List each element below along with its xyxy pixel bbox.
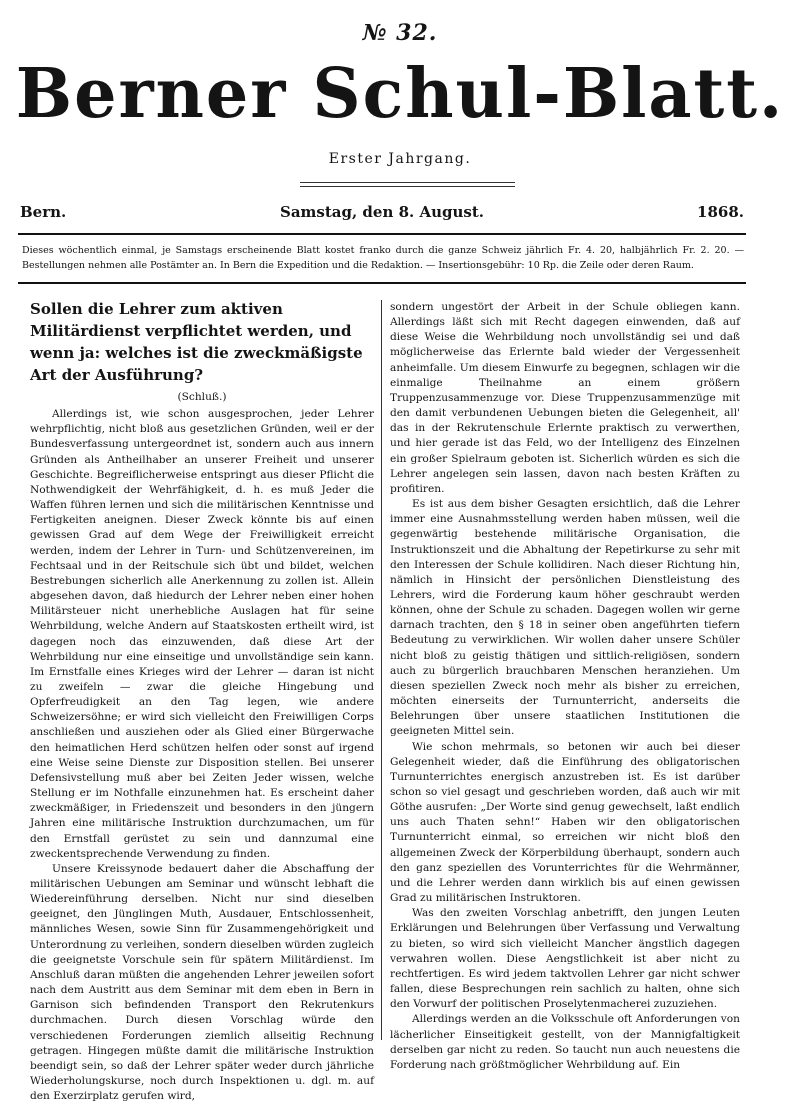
paragraph: Wie schon mehrmals, so betonen wir auch bei dieser Gelegenheit wieder, daß die Einführung des obligatorischen Turnunterrichtes energisch anzustreben ist. Es ist darüber schon so viel gesagt und geschrieben worden, daß auch wir mit Göthe ausrufen: „Der Worte sind genug gewechselt, laßt endlich uns auch Thaten sehn!“ Haben wir den obligatorischen Turnunterricht einmal, so erreichen wir nicht bloß den allgemeinen Zweck der Körperbildung überhaupt, sondern auch den ganz speziellen des Vorunterrichtes für die Wehrmänner, und die Lehrer werden dann wirklich bis auf einen gewissen Grad zu militärischen Instruktoren.: [390, 740, 740, 905]
newspaper-title: Berner Schul-Blatt.: [15, 54, 785, 134]
paragraph: Was den zweiten Vorschlag anbetrifft, den jungen Leuten Erklärungen und Belehrungen über Verfassung und Verwaltung zu bieten, so wird sich vielleicht Mancher ängstlich dagegen verwahren wollen. Diese Aengstlichkeit ist aber nicht zu rechtfertigen. Es wird jedem taktvollen Lehrer gar nicht schwer fallen, diese Besprechungen rein sachlich zu halten, ohne sich den Vorwurf der politischen Proselytenmacherei zuzuziehen.: [390, 907, 740, 1011]
column-divider: [381, 300, 382, 1040]
column-right: [390, 300, 740, 1071]
year-label: 1868.: [697, 203, 744, 221]
column-left: [30, 298, 374, 1103]
rule-top: [18, 233, 746, 235]
place-label: Bern.: [20, 203, 67, 221]
article-title: Sollen die Lehrer zum aktiven Militärdienst verpflichtet werden, und wenn ja: welches ist die zweckmäßigste Art der Ausführung?: [30, 300, 363, 384]
paragraph: sondern ungestört der Arbeit in der Schule obliegen kann. Allerdings läßt sich mit Recht dagegen einwenden, daß auf diese Weise die Wehrbildung noch unvollständig sei und daß möglicherweise das Erlernte bald wieder der Vergessenheit anheimfalle. Um diesem Einwurfe zu begegnen, schlagen wir die einmalige Theilnahme an einem größern Truppenzusammenzuge vor. Diese Truppenzusammenzüge mit den damit verbundenen Uebungen bieten die Gelegenheit, all' das in der Rekrutenschule Erlernte praktisch zu verwerthen, und hier gerade ist das Feld, wo der Intelligenz des Einzelnen ein großer Spielraum geboten ist. Sicherlich würden es sich die Lehrer angelegen sein lassen, davon nach besten Kräften zu profitiren.: [390, 301, 740, 495]
volume-line: Erster Jahrgang.: [328, 151, 472, 167]
article-subtitle: (Schluß.): [177, 391, 227, 403]
paragraph: Allerdings werden an die Volksschule oft Anforderungen von lächerlicher Einseitigkeit gestellt, von der Mannigfaltigkeit derselben gar nicht zu reden. So taucht nun auch neuestens die Forderung nach größtmöglicher Wehrbildung auf. Ein: [390, 1013, 740, 1071]
rule-bottom: [18, 282, 746, 284]
paragraph: Unsere Kreissynode bedauert daher die Abschaffung der militärischen Uebungen am Seminar und wünscht lebhaft die Wiedereinführung derselben. Nicht nur sind dieselben geeignet, den Jünglingen Muth, Ausdauer, Entschlossenheit, männliches Wesen, sowie Sinn für Zusammengehörigkeit und Unterordnung zu verleihen, sondern dieselben würden zugleich die geeignetste Vorschule sein für spätern Militärdienst. Im Anschluß daran müßten die angehenden Lehrer jeweilen sofort nach dem Austritt aus dem Seminar mit dem eben in Bern in Garnison sich befindenden Transport den Rekrutenkurs durchmachen. Durch diesen Vorschlag würde den verschiedenen Forderungen ziemlich allseitig Rechnung getragen. Hingegen müßte damit die militärische Instruktion beendigt sein, so daß der Lehrer später weder durch jährliche Wiederholungskurse, noch durch Inspektionen u. dgl. m. auf den Exerzirplatz gerufen wird,: [30, 862, 374, 1103]
paragraph: Es ist aus dem bisher Gesagten ersichtlich, daß die Lehrer immer eine Ausnahmsstellung werden haben müssen, weil die gegenwärtig bestehende militärische Organisation, die Instruktionszeit und die Abhaltung der Repetirkurse zu sehr mit den Interessen der Schule kollidiren. Nach dieser Richtung hin, nämlich in Hinsicht der persönlichen Dienstleistung des Lehrers, wird die Forderung kaum höher geschraubt werden können, ohne der Schule zu schaden. Dagegen wollen wir gerne darnach trachten, den § 18 in seiner oben angeführten tiefern Bedeutung zu verwirklichen. Wir wollen daher unsere Schüler nicht bloß zu geistig thätigen und sittlich-religiösen, sondern auch zu bürgerlich brauchbaren Menschen heranziehen. Um diesen speziellen Zweck noch mehr als bisher zu erreichen, möchten einerseits der Turnunterricht, anderseits die Belehrungen über unsere staatlichen Institutionen die geeigneten Mittel sein.: [390, 498, 740, 738]
subscription-notice: Dieses wöchentlich einmal, je Samstags erscheinende Blatt kostet franko durch die ganze Schweiz jährlich Fr. 4. 20, halbjährlich Fr. 2. 20. — Bestellungen nehmen alle Postämter an. In Bern die Expedition und die Redaktion. — Insertionsgebühr: 10 Rp. die Zeile oder deren Raum.: [22, 245, 744, 271]
paragraph: Allerdings ist, wie schon ausgesprochen, jeder Lehrer wehrpflichtig, nicht bloß aus gesetzlichen Gründen, weil er der Bundesverfassung untergeordnet ist, sondern auch aus innern Gründen als Antheilhaber an unserer Freiheit und unserer Geschichte. Begreiflicherweise entspringt aus dieser Pflicht die Nothwendigkeit der Wehrfähigkeit, d. h. es muß Jeder die Waffen führen lernen und sich die militärischen Kenntnisse und Fertigkeiten aneignen. Dieser Zweck könnte bis auf einen gewissen Grad auf dem Wege der Freiwilligkeit erreicht werden, indem der Lehrer in Turn- und Schützenvereinen, im Fechtsaal und in der Reitschule sich übt und bildet, welchen Bestrebungen sicherlich alle Anerkennung zu zollen ist. Allein abgesehen davon, daß hiedurch der Lehrer neben einer hohen Militärsteuer nicht unerhebliche Auslagen hat für seine Wehrbildung, welche Andern auf Staatskosten ertheilt wird, ist dagegen noch das einzuwenden, daß diese Art der Wehrbildung nur eine einseitige und unvollständige sein kann. Im Ernstfalle eines Krieges wird der Lehrer — daran ist nicht zu zweifeln — zwar die gleiche Hingebung und Opferfreudigkeit an den Tag legen, wie andere Schweizersöhne; er wird sich vielleicht den Freiwilligen Corps anschließen und ausziehen oder als Glied einer Bürgerwache den heimatlichen Herd schützen helfen oder sonst auf irgend eine Weise seine Dienste zur Disposition stellen. Bei unserer Defensivstellung muß aber bei Zeiten Jeder wissen, welche Stellung er im Nothfalle einzunehmen hat. Es erscheint daher zweckmäßiger, in Friedenszeit und besonders in den jüngern Jahren eine militärische Instruktion durchzumachen, um für den Ernstfall gerüstet zu sein und dannzumal eine zweckentsprechende Verwendung zu finden.: [30, 408, 374, 860]
ornament-divider: [300, 182, 515, 187]
dateline: [20, 203, 744, 225]
issue-number: № 32.: [362, 20, 438, 46]
date-label: Samstag, den 8. August.: [279, 203, 485, 221]
